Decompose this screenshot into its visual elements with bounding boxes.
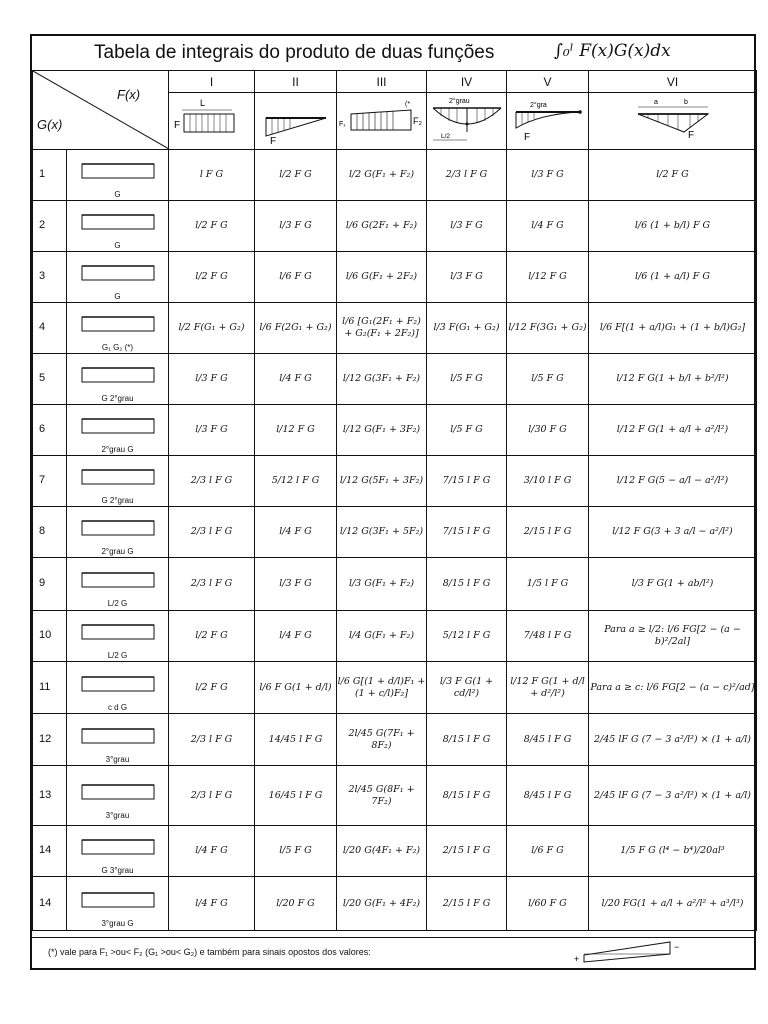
integral-cell-I: l/3 F G bbox=[169, 354, 255, 405]
integral-cell-III: l/12 G(3F₁ + 5F₂) bbox=[337, 507, 427, 558]
col-header-I: I bbox=[169, 71, 255, 93]
integral-cell-IV: 2/15 l F G bbox=[427, 877, 507, 931]
col-header-III: III bbox=[337, 71, 427, 93]
diag-IV-l2: L/2 bbox=[441, 133, 451, 141]
row-number: 14 bbox=[33, 826, 67, 877]
col-header-VI: VI bbox=[589, 71, 757, 93]
table-row bbox=[33, 558, 757, 611]
diag-IV-grau: 2°grau bbox=[449, 98, 470, 106]
row-diagram bbox=[67, 201, 169, 252]
row-diagram-label: L/2 G bbox=[107, 651, 128, 660]
diag-I-L: L bbox=[199, 98, 205, 109]
row-diagram-label: 3°grau bbox=[105, 810, 130, 820]
integral-cell-II: l/4 F G bbox=[255, 354, 337, 405]
integral-table bbox=[32, 70, 757, 931]
integral-cell-V: 2/15 l F G bbox=[507, 507, 589, 558]
row-diagram bbox=[67, 877, 169, 931]
integral-cell-VI: Para a ≥ c: l/6 FG[2 − (a − c)²/ad] bbox=[589, 662, 757, 714]
row-diagram-label: 2°grau G bbox=[101, 445, 134, 454]
integral-cell-II: l/6 F(2G₁ + G₂) bbox=[255, 303, 337, 354]
row-number: 10 bbox=[33, 611, 67, 662]
table-row bbox=[33, 252, 757, 303]
row-diagram-label: 3°grau G bbox=[101, 918, 134, 928]
integral-cell-VI: l/6 (1 + b/l) F G bbox=[589, 201, 757, 252]
integral-cell-V: l/3 F G bbox=[507, 150, 589, 201]
integral-cell-II: l/3 F G bbox=[255, 558, 337, 611]
integral-cell-VI: l/12 F G(1 + b/l + b²/l²) bbox=[589, 354, 757, 405]
row-diagram bbox=[67, 354, 169, 405]
diag-III-F2: F₂ bbox=[412, 116, 422, 127]
integral-cell-II: l/4 F G bbox=[255, 507, 337, 558]
row-diagram bbox=[67, 662, 169, 714]
table-row bbox=[33, 303, 757, 354]
row-number: 1 bbox=[33, 150, 67, 201]
diag-VI-a: a bbox=[653, 99, 658, 107]
integral-cell-V: 1/5 l F G bbox=[507, 558, 589, 611]
integral-cell-III: l/6 G(F₁ + 2F₂) bbox=[337, 252, 427, 303]
integral-cell-I: l/2 F G bbox=[169, 252, 255, 303]
diag-II-F: F bbox=[269, 136, 276, 147]
integral-cell-V: l/60 F G bbox=[507, 877, 589, 931]
integral-cell-I: l/4 F G bbox=[169, 826, 255, 877]
integral-cell-IV: 7/15 l F G bbox=[427, 456, 507, 507]
integral-cell-IV: l/3 F(G₁ + G₂) bbox=[427, 303, 507, 354]
integral-cell-III: l/3 G(F₁ + F₂) bbox=[337, 558, 427, 611]
row-number: 6 bbox=[33, 405, 67, 456]
diagram-II bbox=[255, 93, 337, 150]
integral-cell-V: 3/10 l F G bbox=[507, 456, 589, 507]
integral-cell-VI: l/12 F G(1 + a/l + a²/l²) bbox=[589, 405, 757, 456]
integral-cell-V: 8/45 l F G bbox=[507, 766, 589, 826]
diag-VI-F: F bbox=[687, 130, 694, 142]
integral-cell-I: 2/3 l F G bbox=[169, 766, 255, 826]
integral-cell-IV: 8/15 l F G bbox=[427, 714, 507, 766]
corner-cell bbox=[33, 71, 169, 150]
integral-cell-IV: l/3 F G(1 + cd/l²) bbox=[427, 662, 507, 714]
integral-cell-V: l/12 F(3G₁ + G₂) bbox=[507, 303, 589, 354]
integral-cell-IV: 2/3 l F G bbox=[427, 150, 507, 201]
integral-cell-VI: l/12 F G(5 − a/l − a²/l²) bbox=[589, 456, 757, 507]
fx-label: F(x) bbox=[117, 87, 141, 102]
integral-cell-I: l/3 F G bbox=[169, 405, 255, 456]
integral-cell-III: 2l/45 G(7F₁ + 8F₂) bbox=[337, 714, 427, 766]
row-diagram bbox=[67, 714, 169, 766]
diagram-V bbox=[507, 93, 589, 150]
diagram-VI bbox=[589, 93, 757, 150]
integral-cell-III: l/2 G(F₁ + F₂) bbox=[337, 150, 427, 201]
table-row bbox=[33, 405, 757, 456]
row-diagram-label: G 2°grau bbox=[101, 496, 134, 505]
row-diagram-label: G 3°grau bbox=[101, 866, 134, 875]
integral-cell-VI: l/2 F G bbox=[589, 150, 757, 201]
integral-cell-III: l/6 G[(1 + d/l)F₁ + (1 + c/l)F₂] bbox=[337, 662, 427, 714]
integral-cell-II: l/6 F G bbox=[255, 252, 337, 303]
integral-cell-II: l/3 F G bbox=[255, 201, 337, 252]
integral-cell-V: l/6 F G bbox=[507, 826, 589, 877]
row-diagram-label: G bbox=[114, 292, 121, 301]
integral-cell-V: 8/45 l F G bbox=[507, 714, 589, 766]
integral-cell-III: l/4 G(F₁ + F₂) bbox=[337, 611, 427, 662]
row-number: 14 bbox=[33, 877, 67, 931]
integral-cell-III: l/12 G(F₁ + 3F₂) bbox=[337, 405, 427, 456]
row-diagram bbox=[67, 507, 169, 558]
integral-cell-II: l/6 F G(1 + d/l) bbox=[255, 662, 337, 714]
integral-cell-II: l/2 F G bbox=[255, 150, 337, 201]
diag-V-grau: 2°gra bbox=[529, 102, 547, 110]
integral-cell-I: 2/3 l F G bbox=[169, 558, 255, 611]
row-number: 12 bbox=[33, 714, 67, 766]
row-number: 9 bbox=[33, 558, 67, 611]
integral-cell-III: 2l/45 G(8F₁ + 7F₂) bbox=[337, 766, 427, 826]
integral-cell-III: l/12 G(5F₁ + 3F₂) bbox=[337, 456, 427, 507]
integral-cell-II: 14/45 l F G bbox=[255, 714, 337, 766]
row-diagram bbox=[67, 150, 169, 201]
row-number: 11 bbox=[33, 662, 67, 714]
diag-III-star: (* bbox=[404, 101, 410, 109]
integral-cell-IV: l/5 F G bbox=[427, 354, 507, 405]
row-diagram bbox=[67, 826, 169, 877]
row-number: 3 bbox=[33, 252, 67, 303]
integral-cell-I: l F G bbox=[169, 150, 255, 201]
integral-cell-V: l/30 F G bbox=[507, 405, 589, 456]
diagonal-divider bbox=[33, 71, 169, 149]
integral-cell-IV: l/3 F G bbox=[427, 252, 507, 303]
table-body bbox=[33, 150, 757, 931]
row-diagram-label: G 2°grau bbox=[101, 394, 134, 403]
integral-cell-III: l/6 G(2F₁ + F₂) bbox=[337, 201, 427, 252]
row-diagram-label: c d G bbox=[107, 702, 128, 712]
integral-cell-VI: Para a ≥ l/2: l/6 FG[2 − (a − b)²/2al] bbox=[589, 611, 757, 662]
column-header-row bbox=[33, 71, 757, 93]
integral-cell-IV: 7/15 l F G bbox=[427, 507, 507, 558]
integral-cell-I: 2/3 l F G bbox=[169, 456, 255, 507]
table-row bbox=[33, 714, 757, 766]
table-row bbox=[33, 354, 757, 405]
diag-V-F: F bbox=[523, 132, 530, 144]
integral-cell-II: l/5 F G bbox=[255, 826, 337, 877]
row-diagram-label: L/2 G bbox=[107, 599, 128, 608]
integral-cell-V: l/5 F G bbox=[507, 354, 589, 405]
integral-cell-III: l/20 G(F₁ + 4F₂) bbox=[337, 877, 427, 931]
integral-cell-II: l/20 F G bbox=[255, 877, 337, 931]
row-diagram-label: G bbox=[114, 241, 121, 250]
integral-cell-I: l/2 F(G₁ + G₂) bbox=[169, 303, 255, 354]
integral-cell-VI: 2/45 lF G (7 − 3 a²/l²) × (1 + a/l) bbox=[589, 766, 757, 826]
integral-cell-VI: l/6 F[(1 + a/l)G₁ + (1 + b/l)G₂] bbox=[589, 303, 757, 354]
integral-cell-I: l/2 F G bbox=[169, 662, 255, 714]
table-row bbox=[33, 766, 757, 826]
table-row bbox=[33, 507, 757, 558]
integral-cell-II: l/12 F G bbox=[255, 405, 337, 456]
table-row bbox=[33, 877, 757, 931]
integral-cell-VI: l/20 FG(1 + a/l + a²/l² + a³/l³) bbox=[589, 877, 757, 931]
integral-cell-VI: l/3 F G(1 + ab/l²) bbox=[589, 558, 757, 611]
integral-cell-I: 2/3 l F G bbox=[169, 507, 255, 558]
title-bar bbox=[32, 36, 754, 71]
integral-table-sheet bbox=[30, 34, 756, 970]
integral-cell-IV: 5/12 l F G bbox=[427, 611, 507, 662]
integral-cell-V: l/12 F G(1 + d/l + d²/l²) bbox=[507, 662, 589, 714]
table-row bbox=[33, 611, 757, 662]
diag-III-F1: F₁ bbox=[338, 121, 346, 129]
integral-cell-V: l/4 F G bbox=[507, 201, 589, 252]
sign-plus: + bbox=[574, 954, 580, 964]
integral-cell-IV: l/5 F G bbox=[427, 405, 507, 456]
integral-cell-III: l/20 G(4F₁ + F₂) bbox=[337, 826, 427, 877]
integral-cell-I: l/2 F G bbox=[169, 611, 255, 662]
footer-text: (*) vale para F₁ >ou< F₂ (G₁ >ou< G₂) e também para sinais opostos dos valores: bbox=[48, 947, 371, 957]
col-header-V: V bbox=[507, 71, 589, 93]
integral-cell-VI: 1/5 F G (l⁴ − b⁴)/20al³ bbox=[589, 826, 757, 877]
table-row bbox=[33, 662, 757, 714]
integral-cell-VI: l/6 (1 + a/l) F G bbox=[589, 252, 757, 303]
row-diagram bbox=[67, 611, 169, 662]
sign-legend-diagram bbox=[574, 940, 684, 966]
row-number: 8 bbox=[33, 507, 67, 558]
row-diagram bbox=[67, 766, 169, 826]
row-diagram bbox=[67, 252, 169, 303]
diag-VI-b: b bbox=[683, 99, 688, 107]
integral-cell-V: 7/48 l F G bbox=[507, 611, 589, 662]
integral-cell-VI: l/12 F G(3 + 3 a/l − a²/l²) bbox=[589, 507, 757, 558]
page-title: Tabela de integrais do produto de duas funções bbox=[94, 42, 495, 63]
row-diagram bbox=[67, 558, 169, 611]
integral-cell-III: l/12 G(3F₁ + F₂) bbox=[337, 354, 427, 405]
row-diagram-label: 3°grau bbox=[105, 754, 130, 764]
diag-I-F: F bbox=[173, 120, 180, 132]
row-number: 2 bbox=[33, 201, 67, 252]
footer-note bbox=[32, 937, 754, 968]
integral-cell-I: l/4 F G bbox=[169, 877, 255, 931]
table-row bbox=[33, 826, 757, 877]
row-number: 5 bbox=[33, 354, 67, 405]
integral-cell-V: l/12 F G bbox=[507, 252, 589, 303]
table-row bbox=[33, 456, 757, 507]
row-diagram bbox=[67, 405, 169, 456]
diagram-III bbox=[337, 93, 427, 150]
integral-cell-VI: 2/45 lF G (7 − 3 a²/l²) × (1 + a/l) bbox=[589, 714, 757, 766]
sign-minus: − bbox=[674, 942, 680, 952]
row-diagram-label: 2°grau G bbox=[101, 547, 134, 556]
row-diagram-label: G₁ G₂ (*) bbox=[101, 343, 134, 352]
row-number: 7 bbox=[33, 456, 67, 507]
diagram-IV bbox=[427, 93, 507, 150]
integral-cell-IV: 2/15 l F G bbox=[427, 826, 507, 877]
row-number: 13 bbox=[33, 766, 67, 826]
title-formula: ∫₀ˡ F(x)G(x)dx bbox=[554, 41, 671, 61]
col-header-II: II bbox=[255, 71, 337, 93]
row-diagram-label: G bbox=[114, 190, 121, 199]
integral-cell-I: l/2 F G bbox=[169, 201, 255, 252]
gx-label: G(x) bbox=[37, 117, 63, 132]
integral-cell-IV: 8/15 l F G bbox=[427, 766, 507, 826]
row-diagram bbox=[67, 303, 169, 354]
integral-cell-II: l/4 F G bbox=[255, 611, 337, 662]
table-row bbox=[33, 150, 757, 201]
row-number: 4 bbox=[33, 303, 67, 354]
diagram-I bbox=[169, 93, 255, 150]
row-diagram bbox=[67, 456, 169, 507]
integral-cell-III: l/6 [G₁(2F₁ + F₂) + G₂(F₁ + 2F₂)] bbox=[337, 303, 427, 354]
integral-cell-II: 5/12 l F G bbox=[255, 456, 337, 507]
col-header-IV: IV bbox=[427, 71, 507, 93]
integral-cell-IV: 8/15 l F G bbox=[427, 558, 507, 611]
table-row bbox=[33, 201, 757, 252]
integral-cell-II: 16/45 l F G bbox=[255, 766, 337, 826]
integral-cell-I: 2/3 l F G bbox=[169, 714, 255, 766]
integral-cell-IV: l/3 F G bbox=[427, 201, 507, 252]
